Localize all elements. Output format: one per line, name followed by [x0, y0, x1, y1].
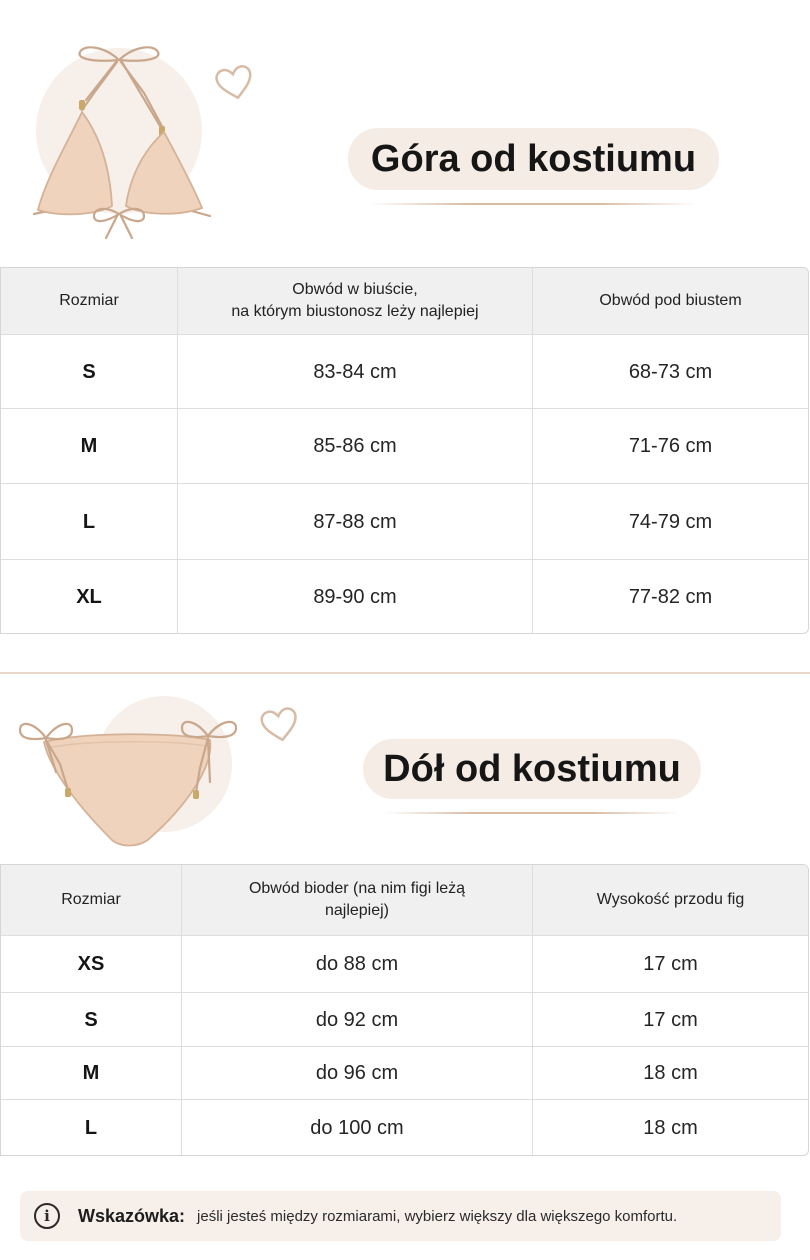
bikini-bottom-icon	[14, 708, 246, 866]
table-row	[1, 1046, 808, 1099]
size-cell: L	[84, 1116, 98, 1139]
heart-icon	[258, 706, 302, 746]
tip-label: Wskazówka:	[78, 1205, 186, 1226]
underbust-cell: 68-73 cm	[532, 335, 808, 408]
table-row	[1, 935, 808, 992]
info-icon: i	[34, 1203, 60, 1229]
table-row	[1, 992, 808, 1046]
header-front-height: Wysokość przodu fig	[532, 865, 808, 935]
table-header-row	[1, 865, 808, 935]
underbust-cell: 77-82 cm	[532, 560, 808, 633]
bottom-title-underline	[384, 812, 680, 814]
tip-text: jeśli jesteś między rozmiarami, wybierz większy dla większego komfortu.	[197, 1207, 678, 1225]
bottom-section-title: Dół od kostiumu	[363, 739, 701, 799]
table-row	[1, 559, 808, 633]
bust-cell: 89-90 cm	[177, 560, 532, 633]
section-divider	[0, 672, 810, 674]
header-size: Rozmiar	[61, 891, 121, 908]
table-row	[1, 1099, 808, 1155]
header-size: Rozmiar	[59, 292, 119, 309]
table-row	[1, 408, 808, 483]
top-section-title: Góra od kostiumu	[348, 128, 719, 190]
size-cell: XL	[76, 585, 102, 608]
hips-cell: do 92 cm	[181, 993, 532, 1046]
header-hips: Obwód bioder (na nim figi leżą najlepiej)	[181, 865, 532, 935]
heart-icon	[214, 64, 256, 104]
table-row	[1, 334, 808, 408]
front-height-cell: 18 cm	[532, 1047, 808, 1099]
bikini-top-icon	[14, 38, 224, 250]
header-underbust: Obwód pod biustem	[532, 268, 808, 334]
size-cell: XS	[77, 953, 105, 975]
hips-cell: do 100 cm	[181, 1100, 532, 1155]
size-cell: S	[84, 1008, 98, 1031]
size-cell: M	[82, 1062, 100, 1084]
size-cell: M	[80, 435, 98, 457]
front-height-cell: 17 cm	[532, 936, 808, 992]
bust-cell: 87-88 cm	[177, 484, 532, 559]
table-row	[1, 483, 808, 559]
bottom-size-table	[0, 864, 809, 1156]
front-height-cell: 17 cm	[532, 993, 808, 1046]
top-size-table	[0, 267, 809, 634]
bust-cell: 83-84 cm	[177, 335, 532, 408]
hips-cell: do 88 cm	[181, 936, 532, 992]
hips-cell: do 96 cm	[181, 1047, 532, 1099]
header-bust: Obwód w biuście, na którym biustonosz leży najlepiej	[177, 268, 532, 334]
table-header-row	[1, 268, 808, 334]
bust-cell: 85-86 cm	[177, 409, 532, 483]
tip-banner	[20, 1191, 781, 1241]
underbust-cell: 74-79 cm	[532, 484, 808, 559]
front-height-cell: 18 cm	[532, 1100, 808, 1155]
underbust-cell: 71-76 cm	[532, 409, 808, 483]
size-cell: S	[82, 360, 96, 383]
top-title-underline	[370, 203, 697, 205]
size-cell: L	[82, 510, 96, 533]
